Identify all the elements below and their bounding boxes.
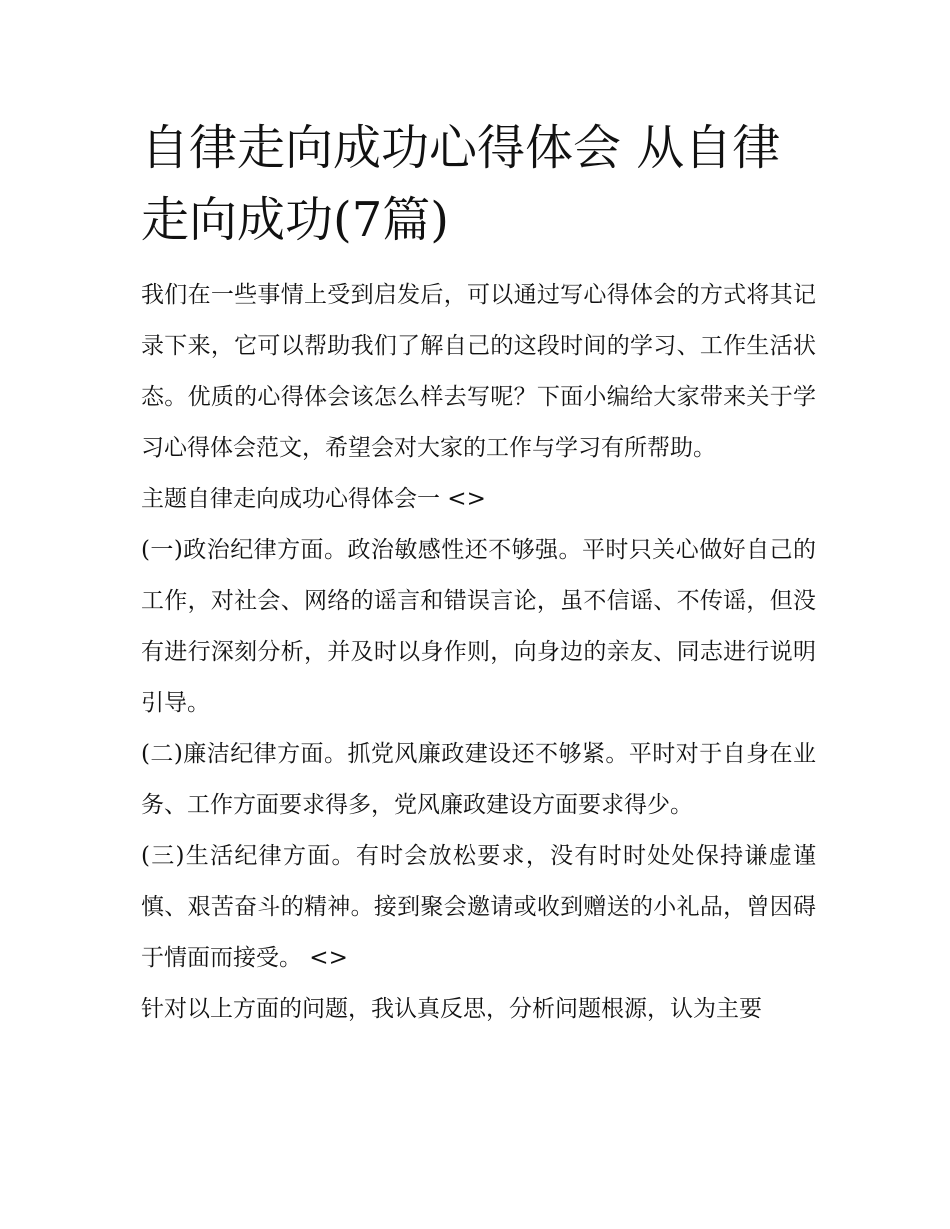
paragraph-integrity-discipline: (二)廉洁纪律方面。抓党风廉政建设还不够紧。平时对于自身在业务、工作方面要求得多，党风廉政建设方面要求得少。 [141, 741, 816, 818]
paragraph-life-discipline: (三)生活纪律方面。有时会放松要求，没有时时处处保持谦虚谨慎、艰苦奋斗的精神。接到聚会邀请或收到赠送的小礼品，曾因碍于情面而接受。 <> [141, 843, 816, 971]
paragraph-reflection: 针对以上方面的问题，我认真反思，分析问题根源，认为主要 [141, 996, 762, 1022]
paragraph-political-discipline: (一)政治纪律方面。政治敏感性还不够强。平时只关心做好自己的工作，对社会、网络的谣言和错误言论，虽不信谣、不传谣，但没有进行深刻分析，并及时以身作则，向身边的亲友、同志进行说明引导。 [141, 537, 816, 716]
document-content [141, 112, 816, 1035]
document-body [141, 270, 816, 1035]
document-title: 自律走向成功心得体会 从自律走向成功(7篇) [141, 120, 781, 248]
intro-paragraph: 我们在一些事情上受到启发后，可以通过写心得体会的方式将其记录下来，它可以帮助我们了解自己的这段时间的学习、工作生活状态。优质的心得体会该怎么样去写呢？下面小编给大家带来关于学习心得体会范文，希望会对大家的工作与学习有所帮助。 [141, 282, 816, 461]
section-heading: 主题自律走向成功心得体会一 <> [141, 486, 486, 512]
